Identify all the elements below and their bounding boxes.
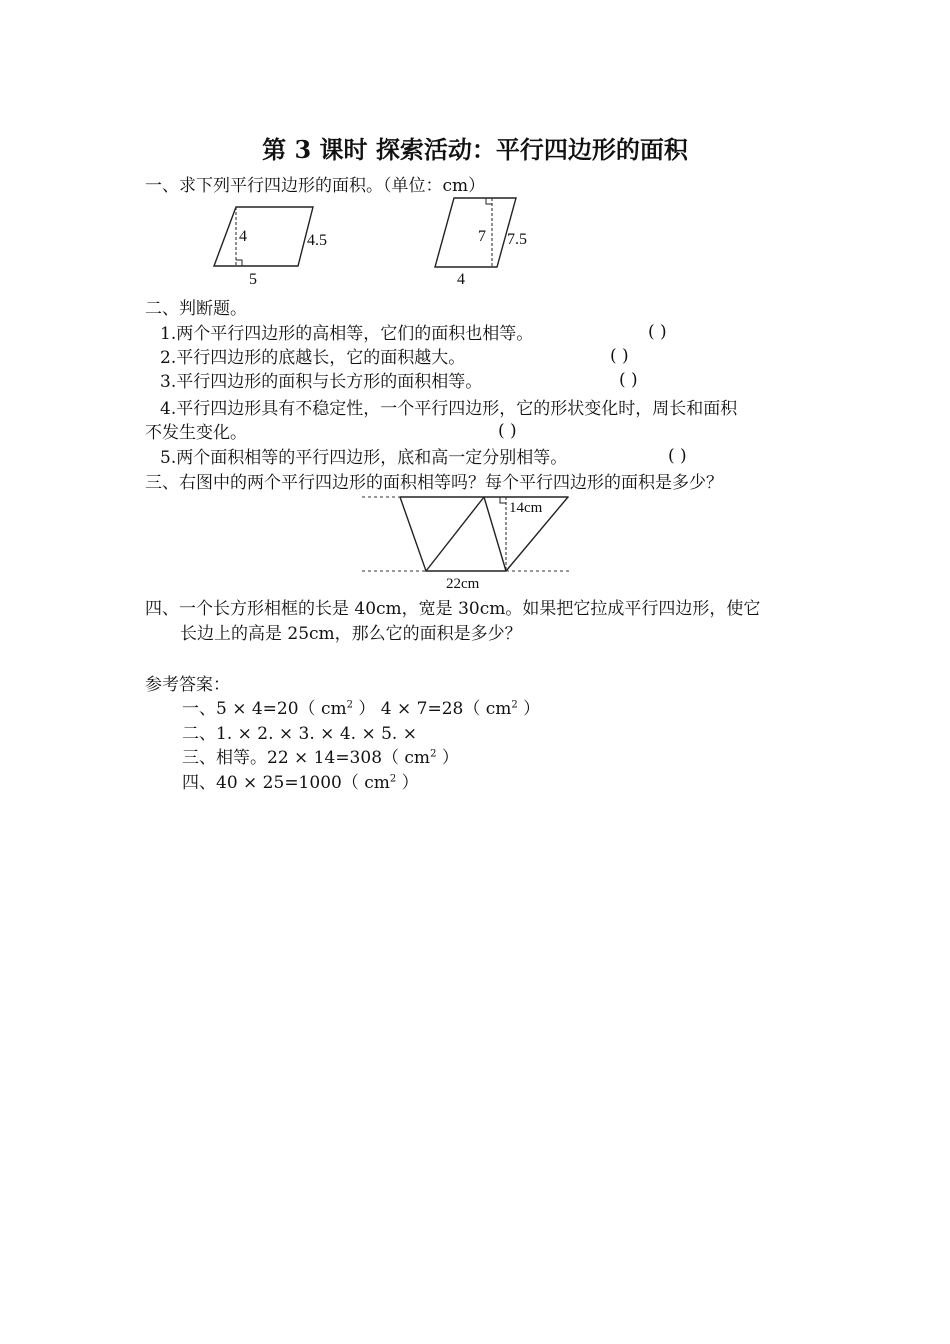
- q2-heading: 二、判断题。: [145, 299, 247, 319]
- side-label: 4.5: [307, 232, 327, 249]
- q2-item-4-continued: 不发生变化。: [145, 423, 247, 443]
- q3-figure: [360, 492, 575, 594]
- answer-1: 一、5 × 4=20（ $cm^2$ ） 4 × 7=28（ $cm^2$ ）: [182, 699, 541, 719]
- height-label: 4: [239, 228, 247, 245]
- answer-4: 四、40 × 25=1000（ $cm^2$ ）: [182, 773, 419, 793]
- q2-item-2: 2.平行四边形的底越长，它的面积越大。: [160, 348, 466, 368]
- q2-answer-blank-3: ( ): [619, 370, 638, 390]
- q1-figure-2: [420, 190, 550, 290]
- q2-item-3: 3.平行四边形的面积与长方形的面积相等。: [160, 372, 483, 392]
- q2-answer-blank-5: ( ): [668, 446, 687, 466]
- q3-heading: 三、右图中的两个平行四边形的面积相等吗？每个平行四边形的面积是多少？: [145, 473, 723, 493]
- base-label: 4: [457, 271, 465, 288]
- q2-item-1: 1.两个平行四边形的高相等，它们的面积也相等。: [160, 324, 534, 344]
- q4-line-1: 四、一个长方形相框的长是 40cm，宽是 30cm。如果把它拉成平行四边形，使它: [145, 599, 761, 619]
- q2-answer-blank-4: ( ): [498, 421, 517, 441]
- right-angle-mark: [486, 198, 492, 204]
- page-title: 第 3 课时 探索活动：平行四边形的面积: [262, 135, 688, 164]
- base-label: 5: [249, 271, 257, 288]
- answers-heading: 参考答案：: [145, 675, 230, 695]
- right-angle-mark: [500, 497, 506, 503]
- q2-answer-blank-2: ( ): [610, 346, 629, 366]
- q1-heading: 一、求下列平行四边形的面积。（单位：cm）: [145, 176, 486, 196]
- answer-2: 二、1. × 2. × 3. × 4. × 5. ×: [182, 724, 417, 744]
- q1-figure-1: [200, 200, 350, 292]
- side-label: 7.5: [507, 231, 527, 248]
- q2-item-4: 4.平行四边形具有不稳定性，一个平行四边形，它的形状变化时，周长和面积: [160, 399, 738, 419]
- q4-line-2: 长边上的高是 25cm，那么它的面积是多少？: [180, 624, 522, 644]
- q2-item-5: 5.两个面积相等的平行四边形，底和高一定分别相等。: [160, 448, 568, 468]
- height-label: 14cm: [509, 500, 543, 516]
- parallelogram-shape: [435, 198, 516, 267]
- parallelogram-a-right-side: [484, 497, 506, 571]
- parallelogram-shape: [214, 207, 313, 266]
- q2-answer-blank-1: ( ): [648, 322, 667, 342]
- base-label: 22cm: [446, 576, 480, 592]
- height-label: 7: [478, 228, 486, 245]
- answer-3: 三、相等。22 × 14=308（ $cm^2$ ）: [182, 748, 459, 768]
- right-angle-mark: [236, 260, 242, 266]
- parallelogram-a-left-sides: [400, 497, 484, 571]
